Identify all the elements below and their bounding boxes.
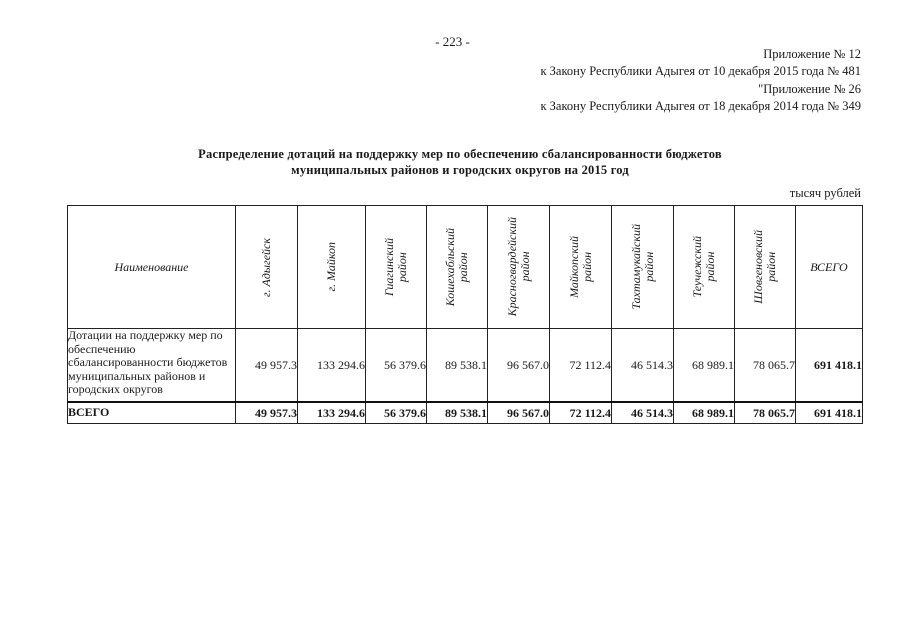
table-cell: 72 112.4	[550, 402, 612, 424]
table-header-row	[68, 206, 863, 329]
table-cell: 49 957.3	[236, 402, 298, 424]
document-title	[100, 146, 820, 178]
table-cell: 46 514.3	[612, 402, 674, 424]
document-title-line2: муниципальных районов и городских округов на 2015 год	[291, 163, 629, 177]
units-label: тысяч рублей	[789, 186, 861, 200]
table-cell: 49 957.3	[236, 329, 298, 403]
column-header-koshekhablsky: Кошехабльский район	[427, 206, 488, 329]
appendix-26-title: "Приложение № 26	[758, 82, 861, 96]
grand-total-cell: 691 418.1	[796, 402, 863, 424]
page-number: - 223 -	[435, 34, 470, 49]
table-cell: 89 538.1	[427, 402, 488, 424]
subsidy-table	[67, 205, 863, 424]
table-cell: 56 379.6	[366, 402, 427, 424]
column-header-giaginsky: Гиагинский район	[366, 206, 427, 329]
appendix-12-law-reference: к Закону Республики Адыгея от 10 декабря 2015 года № 481	[540, 64, 861, 78]
table-cell: 89 538.1	[427, 329, 488, 403]
total-row-label: ВСЕГО	[68, 402, 236, 424]
table-cell: 78 065.7	[735, 402, 796, 424]
table-cell: 78 065.7	[735, 329, 796, 403]
column-header-shovgenovsky: Шовгеновский район	[735, 206, 796, 329]
table-cell: 72 112.4	[550, 329, 612, 403]
table-total-row	[68, 402, 863, 424]
column-header-adygeysk: г. Адыгейск	[236, 206, 298, 329]
column-header-krasnogvardeysky: Красногвардейский район	[488, 206, 550, 329]
table-cell: 133 294.6	[298, 329, 366, 403]
table-cell: 96 567.0	[488, 402, 550, 424]
table-cell: 133 294.6	[298, 402, 366, 424]
appendix-26-law-reference: к Закону Республики Адыгея от 18 декабря 2014 года № 349	[540, 99, 861, 113]
column-header-maykop-city: г. Майкоп	[298, 206, 366, 329]
appendix-12-header	[540, 46, 861, 80]
table-cell: 68 989.1	[674, 329, 735, 403]
appendix-12-title: Приложение № 12	[763, 47, 861, 61]
column-header-name: Наименование	[68, 206, 236, 329]
table-cell: 56 379.6	[366, 329, 427, 403]
column-header-total: ВСЕГО	[796, 206, 863, 329]
table-cell: 68 989.1	[674, 402, 735, 424]
table-cell: 96 567.0	[488, 329, 550, 403]
row-label: Дотации на поддержку мер по обеспечению сбалансированности бюджетов муниципальных районов и городских округов	[68, 329, 236, 403]
table-row	[68, 329, 863, 403]
column-header-teuchezhsky: Теучежский район	[674, 206, 735, 329]
column-header-maykopsky: Майкопский район	[550, 206, 612, 329]
table-cell: 46 514.3	[612, 329, 674, 403]
column-header-takhtamukaysky: Тахтамукайский район	[612, 206, 674, 329]
row-total-cell: 691 418.1	[796, 329, 863, 403]
document-title-line1: Распределение дотаций на поддержку мер по обеспечению сбалансированности бюджетов	[198, 147, 722, 161]
appendix-26-header	[540, 81, 861, 115]
